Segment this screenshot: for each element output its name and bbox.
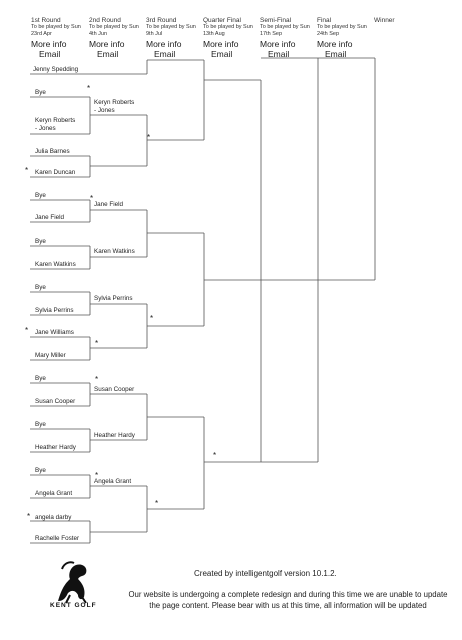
player-name: Jenny Spedding <box>33 66 79 73</box>
player-name: Bye <box>35 467 46 474</box>
more-info-link[interactable]: More info <box>31 39 67 49</box>
player-name: Heather Hardy <box>94 432 135 439</box>
winner-mark: * <box>25 166 29 175</box>
player-name: Bye <box>35 238 46 245</box>
round-name: Semi-Final <box>260 17 292 24</box>
round-name: 2nd Round <box>89 17 121 24</box>
player-name: Karen Duncan <box>35 169 76 176</box>
player-name: Bye <box>35 421 46 428</box>
round-name: 3rd Round <box>146 17 177 24</box>
round-date: To be played by Sun 13th Aug <box>203 24 253 37</box>
round-header-5 <box>260 17 318 59</box>
more-info-link[interactable]: More info <box>89 39 125 49</box>
created-by-text: Created by intelligentgolf version 10.1.2. <box>194 569 337 578</box>
player-name: Rachelle Foster <box>35 535 80 542</box>
winner-mark: * <box>25 326 29 335</box>
player-name: Bye <box>35 89 46 96</box>
round-date: To be played by Sun 17th Sep <box>260 24 310 37</box>
more-info-link[interactable]: More info <box>317 39 353 49</box>
player-name: Susan Cooper <box>35 398 76 405</box>
redesign-notice: Our website is undergoing a complete redesign and during this time we are unable to update the page content. Please bear with us at this time, all information will be updated <box>128 590 448 610</box>
player-name: Julia Barnes <box>35 148 70 155</box>
round-header-4 <box>203 17 261 59</box>
round-name: 1st Round <box>31 17 61 24</box>
round-date: To be played by Sun 4th Jun <box>89 24 139 37</box>
round-header-1 <box>31 17 89 59</box>
player-name: Mary Miller <box>35 352 66 359</box>
player-name: Jane Field <box>94 201 124 208</box>
winner-mark: * <box>150 314 154 323</box>
player-name: Karen Watkins <box>94 248 135 255</box>
player-name: Bye <box>35 375 46 382</box>
winner-mark: * <box>95 339 99 348</box>
player-name: Jane Williams <box>35 329 74 336</box>
winner-mark: * <box>27 512 31 521</box>
more-info-link[interactable]: More info <box>146 39 182 49</box>
player-name: Angela Grant <box>35 490 73 497</box>
winner-mark: * <box>213 451 217 460</box>
round-date: To be played by Sun 24th Sep <box>317 24 367 37</box>
email-link[interactable]: Email <box>325 49 347 59</box>
player-name: Jane Field <box>35 214 65 221</box>
winner-mark: * <box>87 84 91 93</box>
winner-mark: * <box>90 194 94 203</box>
round-header-2 <box>89 17 147 59</box>
player-name: Sylvia Perrins <box>35 307 74 314</box>
round-header-3 <box>146 17 204 59</box>
round-header-6 <box>317 17 375 59</box>
email-link[interactable]: Email <box>39 49 61 59</box>
player-name: Bye <box>35 284 46 291</box>
player-name: Angela Grant <box>94 478 132 485</box>
email-link[interactable]: Email <box>268 49 290 59</box>
logo-text: KENT GOLF <box>50 602 97 609</box>
more-info-link[interactable]: More info <box>260 39 296 49</box>
player-name: Karen Watkins <box>35 261 76 268</box>
winner-mark: * <box>95 471 99 480</box>
player-name: Keryn Roberts - Jones <box>94 99 135 114</box>
email-link[interactable]: Email <box>211 49 233 59</box>
player-name: Bye <box>35 192 46 199</box>
email-link[interactable]: Email <box>154 49 176 59</box>
winner-header: Winner <box>374 17 395 24</box>
round-date: To be played by Sun 9th Jul <box>146 24 196 37</box>
round-date: To be played by Sun 23rd Apr <box>31 24 81 37</box>
round-name: Final <box>317 17 332 24</box>
round-name: Quarter Final <box>203 17 241 24</box>
email-link[interactable]: Email <box>97 49 119 59</box>
player-name: angela darby <box>35 514 72 521</box>
player-name: Keryn Roberts - Jones <box>35 117 76 132</box>
player-name: Heather Hardy <box>35 444 76 451</box>
player-name: Sylvia Perrins <box>94 295 133 302</box>
winner-mark: * <box>147 133 151 142</box>
player-name: Susan Cooper <box>94 386 135 393</box>
winner-mark: * <box>95 375 99 384</box>
winner-mark: * <box>155 499 159 508</box>
more-info-link[interactable]: More info <box>203 39 239 49</box>
